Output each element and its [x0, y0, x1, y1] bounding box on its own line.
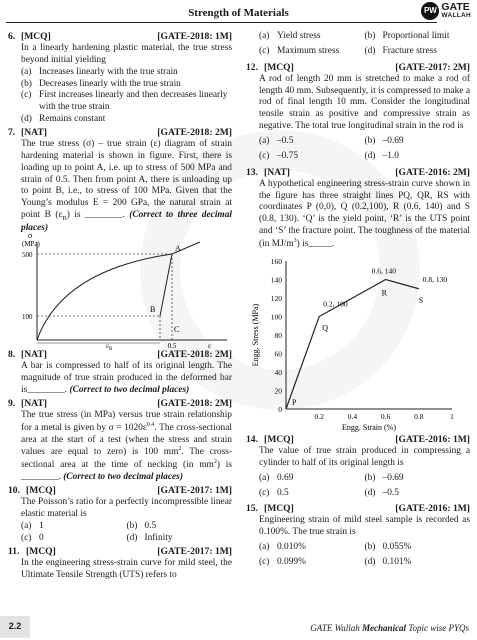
point-b-label: B: [150, 305, 156, 315]
x-tick-label: 0.6: [380, 411, 391, 421]
x-axis-label: Engg. Strain (%): [342, 422, 396, 432]
question-text: A bar is compressed to half of its original length. The magnitude of true strain produced in the deformed bar is________. (Correct to two decimal places): [21, 361, 232, 395]
option: (a) Yield stress: [259, 31, 321, 41]
epsilon-b-label: $\varepsilon_B$: [106, 342, 113, 353]
question-text: The Poisson’s ratio for a perfectly incompressible linear elastic material is: [21, 497, 232, 520]
option: (a) –0.5: [259, 135, 294, 146]
option: (d) 0.101%: [364, 557, 412, 567]
engineering-stress-strain-chart: [246, 253, 472, 433]
logo-line2: WALLAH: [441, 11, 471, 19]
question-text: The value of true strain produced in compressing a cylinder to half of its original length is: [259, 446, 470, 468]
page-title: Strength of Materials: [188, 7, 289, 19]
option: (a) 0.69: [259, 472, 294, 483]
tick-500: 500: [22, 251, 33, 260]
header-rule: [6, 22, 437, 23]
left-column: [8, 30, 232, 581]
footer-text: GATE Wallah Mechanical Topic wise PYQs: [310, 623, 469, 633]
pw-badge-icon: PW: [421, 2, 439, 20]
x-tick-label: 0.8: [414, 411, 424, 421]
option: (b) 0.5: [126, 520, 157, 531]
coordinate-annotation: 0.8, 130: [422, 274, 448, 284]
point-a-label: A: [175, 244, 181, 254]
tick-0-5: 0.5: [167, 342, 177, 351]
y-tick-label: 60: [274, 349, 282, 359]
y-tick-label: 80: [274, 330, 282, 340]
question-text: A rod of length 20 mm is stretched to make a rod of length 40 mm. Subsequently, it is compressed to make a rod of final length 10 mm. Consider the longitudinal tensile strain as positive and compressive strain as negative. The total true longitudinal strain in the rod is: [259, 73, 470, 132]
question-13: 13. [NAT] [GATE-2016: 2M] A hypothetical engineering stress-strain curve shown in the figure has three straight lines PQ, QR, RS with coordinates P (0,0), Q (0.2,100), R (0.6, 140) and S (0.8, 130). ‘Q’ is the yield point, ‘R’ is the UTS point and ‘S’ the fracture point. The toughness of the material (in $MJ/m^3$) is_____. 0 20 40 60 80 100 120 140 160 0.2 0.4 0.6 0.8 1 Engg. Strain (%) Engg. Stress (MPa) P Q R S 0.2, 100 0.6, 140 0.8, 130: [246, 166, 470, 432]
option: (c) –0.75: [259, 150, 299, 161]
question-text: In a linearly hardening plastic material, the true stress beyond initial yielding: [21, 43, 232, 65]
point-label-p: P: [292, 397, 297, 407]
question-tag: [GATE-2018: 1M]: [157, 31, 232, 42]
question-14: 14. [MCQ] [GATE-2016: 1M] The value of true strain produced in compressing a cylinder to half of its original length is (a) 0.69 (b) –0.69 (c) 0.5 (d) –0.5: [246, 433, 470, 498]
question-tag: [GATE-2016: 2M]: [395, 166, 470, 178]
logo-line1: GATE: [441, 0, 470, 13]
option: (b) –0.69: [364, 135, 404, 146]
question-6: 6. [MCQ] [GATE-2018: 1M] In a linearly hardening plastic material, the true stress beyond initial yielding (a) Increases linearly with the true strain (b) Decreases linearly with the true strain (c) First increases linearly and then decreases linearly with the true strain (d) Remains constant: [8, 31, 232, 125]
option: (d) –0.5: [364, 487, 399, 498]
option: (b) Proportional limit: [364, 31, 450, 41]
option: (b) –0.69: [364, 472, 404, 483]
question-11-options: [246, 31, 470, 58]
question-tag: [GATE-2016: 1M]: [395, 433, 470, 445]
option: (d) –1.0: [364, 150, 399, 161]
option: (a) 1: [21, 520, 44, 531]
option: (c) 0.099%: [259, 557, 306, 567]
question-tag: [GATE-2016: 1M]: [395, 503, 470, 515]
point-label-q: Q: [322, 323, 328, 333]
option: (b) 0.055%: [364, 542, 412, 553]
question-15: 15. [MCQ] [GATE-2016: 1M] Engineering strain of mild steel sample is recorded as 0.100%. The true strain is (a) 0.010% (b) 0.055% (c) 0.099% (d) 0.101%: [246, 503, 470, 567]
option: (d) Fracture stress: [364, 45, 437, 56]
question-10: 10. [MCQ] [GATE-2017: 1M] The Poisson’s ratio for a perfectly incompressible linear elastic material is (a) 1 (b) 0.5 (c) 0 (d) Infinity: [8, 485, 232, 543]
axis-label-mpa: (MPa): [22, 240, 40, 249]
page-header: [0, 0, 477, 24]
tick-100: 100: [22, 313, 33, 322]
coordinate-annotation: 0.6, 140: [371, 266, 396, 276]
y-tick-label: 40: [274, 367, 282, 377]
question-text: In the engineering stress-strain curve for mild steel, the Ultimate Tensile Strength (UTS) refers to: [21, 557, 232, 580]
x-tick-label: 0.4: [347, 411, 358, 421]
option: (c) Maximum stress: [259, 45, 340, 56]
axis-label-epsilon: ε: [208, 342, 211, 351]
x-tick-label: 1: [450, 411, 454, 421]
question-tag: [GATE-2017: 1M]: [157, 485, 232, 497]
page-footer: [0, 613, 477, 640]
y-tick-label: 0: [278, 404, 282, 414]
question-9: 9. [NAT] [GATE-2018: 2M] The true stress (in MPa) versus true strain relationship for a metal is given by $\sigma = 1020\varepsilon^{0.4}$. The cross-sectional area at the start of a test (when the stress and strain values are equal to zero) is 100 $mm^2$. The cross-sectional area at the time of necking (in $mm^2$) is ________. (Correct to two decimal places): [8, 397, 233, 483]
question-text: The true stress (in MPa) versus true strain relationship for a metal is given by $\sigma = 1020\varepsilon^{0.4}$. The cross-sectional area at the start of a test (when the stress and strain values are equal to zero) is 100 $mm^2$. The cross-sectional area at the time of necking (in $mm^2$) is ________. (Correct to two decimal places): [21, 409, 233, 483]
point-label-s: S: [418, 295, 424, 305]
y-tick-label: 120: [270, 293, 282, 303]
option: (c) First increases linearly and then decreases linearly with the true strain: [21, 90, 228, 113]
option: (b) Decreases linearly with the true strain: [21, 78, 181, 89]
question-tag: [GATE-2018: 2M]: [157, 397, 232, 409]
question-text: A hypothetical engineering stress-strain curve shown in the figure has three straight lines PQ, QR, RS with coordinates P (0,0), Q (0.2,100), R (0.6, 140) and S (0.8, 130). ‘Q’ is the yield point, ‘R’ is the UTS point and ‘S’ the fracture point. The toughness of the material (in $MJ/m^3$) is_____.: [259, 178, 470, 250]
question-text: Engineering strain of mild steel sample is recorded as 0.100%. The true strain is: [259, 515, 470, 538]
y-tick-label: 140: [270, 275, 282, 285]
y-tick-label: 20: [274, 386, 282, 396]
x-tick-label: 0.2: [314, 411, 324, 421]
question-8: 8. [NAT] [GATE-2018: 2M] A bar is compressed to half of its original length. The magnitude of true strain produced in the deformed bar is________. (Correct to two decimal places): [8, 349, 232, 395]
option: (d) Infinity: [126, 532, 173, 543]
y-tick-label: 100: [270, 312, 282, 322]
question-7: 7. [NAT] [GATE-2018: 2M] The true stress (σ) – true strain (ε) diagram of strain hardening material is shown in figure. First, there is loading up to point A, i.e. up to stress of 500 MPa and strain of 0.5. Then from point A, there is unloading up to point B, i.e., to stress of 100 MPa. Given that the Young’s modulus E = 200 GPa, the natural strain at point B $(\varepsilon_B)$ is ________. (Correct to three decimal places) σ (MPa) 500 100 A B C 0.5 ε $\varepsilon_B$: [8, 126, 233, 353]
question-tag: [GATE-2017: 2M]: [395, 61, 470, 73]
unloading-line: [160, 254, 172, 316]
stress-strain-line: [286, 279, 419, 409]
axis-label-sigma: σ: [28, 231, 33, 241]
page-number: 2.2: [0, 616, 30, 638]
coordinate-annotation: 0.2, 100: [323, 299, 348, 309]
right-column: [246, 31, 470, 569]
question-tag: [GATE-2018: 2M]: [157, 126, 232, 138]
question-11: 11. [MCQ] [GATE-2017: 1M] In the engineering stress-strain curve for mild steel, the Ultimate Tensile Strength (UTS) refers to: [8, 545, 232, 580]
question-12: 12. [MCQ] [GATE-2017: 2M] A rod of length 20 mm is stretched to make a rod of length 40 mm. Subsequently, it is compressed to make a rod of final length 10 mm. Consider the longitudinal tensile strain as positive and compressive strain as negative. The total true longitudinal strain in the rod is (a) –0.5 (b) –0.69 (c) –0.75 (d) –1.0: [246, 61, 470, 161]
option: (d) Remains constant: [21, 114, 106, 125]
y-tick-label: 160: [270, 256, 282, 266]
point-label-r: R: [381, 288, 387, 298]
question-tag: [GATE-2017: 1M]: [157, 545, 232, 557]
question-tag: [GATE-2018: 2M]: [157, 349, 232, 361]
gate-wallah-logo: [421, 2, 471, 20]
question-text: The true stress (σ) – true strain (ε) diagram of strain hardening material is shown in figure. First, there is loading up to point A, i.e. up to stress of 500 MPa and strain of 0.5. Then from point A, there is unloading up to point B, i.e., to stress of 100 MPa. Given that the Young’s modulus E = 200 GPa, the natural strain at point B $(\varepsilon_B)$ is ________. (Correct to three decimal places): [21, 139, 233, 234]
option: (c) 0: [21, 532, 44, 543]
option: (c) 0.5: [259, 487, 289, 498]
point-c-label: C: [174, 325, 180, 335]
option: (a) 0.010%: [259, 542, 306, 553]
y-axis-label: Engg. Stress (MPa): [251, 303, 260, 367]
option: (a) Increases linearly with the true strain: [21, 66, 178, 77]
